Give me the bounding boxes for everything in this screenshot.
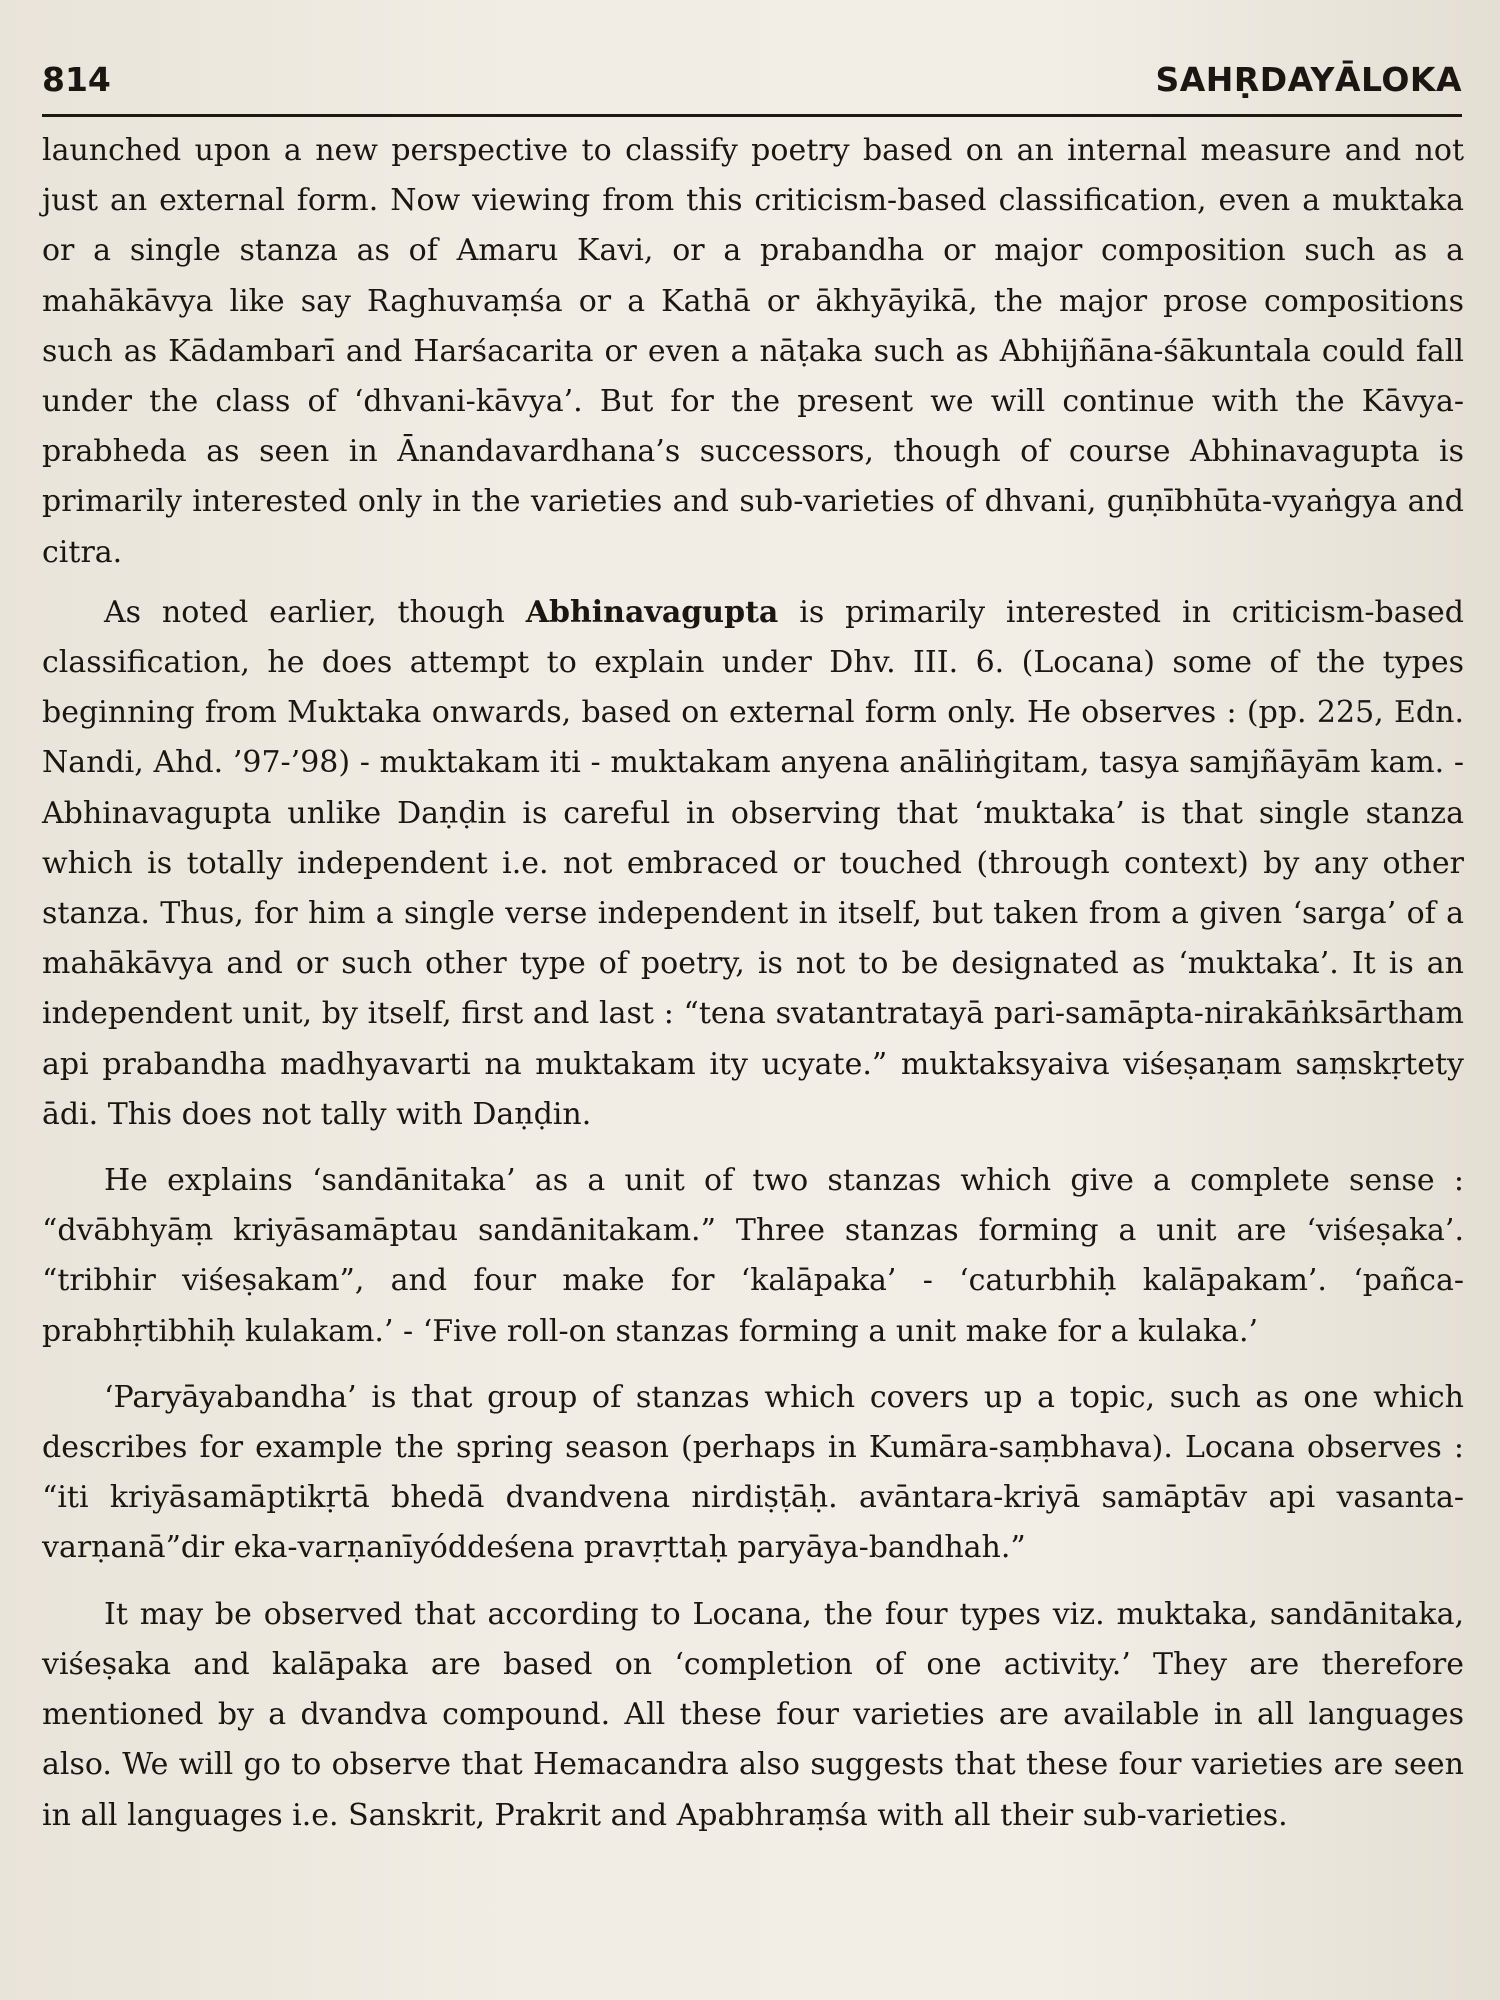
paragraph-5: It may be observed that according to Locana, the four types viz. muktaka, sandānitaka, viśeṣaka and kalāpaka are based on ‘completion of one activity.’ They are therefore mentioned by a dvandva compound. All these four varieties are available in all languages also. We will go to observe that Hemacandra also suggests that these four varieties are seen in all languages i.e. Sanskrit, Prakrit and Apabhraṃśa with all their sub-varieties.: [42, 1596, 1464, 1833]
page-number: 814: [42, 60, 111, 99]
page-header: [42, 52, 1462, 117]
paragraph-2: [42, 588, 1464, 1140]
paragraph-3: He explains ‘sandānitaka’ as a unit of two stanzas which give a complete sense : “dvābhyāṃ kriyāsamāptau sandānitakam.” Three stanzas forming a unit are ‘viśeṣaka’. “tribhir viśeṣakam”, and four make for ‘kalāpaka’ - ‘caturbhiḥ kalāpakam’. ‘pañca-prabhṛtibhiḥ kulakam.’ - ‘Five roll-on stanzas forming a unit make for a kulaka.’: [42, 1163, 1464, 1349]
paragraph-2-rest: is primarily interested in criticism-based classification, he does attempt to explain under Dhv. III. 6. (Locana) some of the types beginning from Muktaka onwards, based on external form only. He observes : (pp. 225, Edn. Nandi, Ahd. ’97-’98) - muktakam iti - muktakam anyena anāliṅgitam, tasya samjñāyām kam. - Abhinavagupta unlike Daṇḍin is careful in observing that ‘muktaka’ is that single stanza which is totally independent i.e. not embraced or touched (through context) by any other stanza. Thus, for him a single verse independent in itself, but taken from a given ‘sarga’ of a mahākāvya and or such other type of poetry, is not to be designated as ‘muktaka’. It is an independent unit, by itself, first and last : “tena svatantratayā pari-samāpta-nirakāṅksārtham api prabandha madhyavarti na muktakam ity ucyate.” muktaksyaiva viśeṣaṇam saṃskṛtety ādi. This does not tally with Daṇḍin.: [42, 594, 1464, 1132]
paragraph-2-bold-name: Abhinavagupta: [525, 594, 779, 630]
body-text: [42, 126, 1464, 1851]
paragraph-2-lead: As noted earlier, though: [104, 594, 526, 630]
paragraph-1: launched upon a new perspective to classify poetry based on an internal measure and not just an external form. Now viewing from this criticism-based classification, even a muktaka or a single stanza as of Amaru Kavi, or a prabandha or major composition such as a mahākāvya like say Raghuvaṃśa or a Kathā or ākhyāyikā, the major prose compositions such as Kādambarī and Harśacarita or even a nāṭaka such as Abhijñāna-śākuntala could fall under the class of ‘dhvani-kāvya’. But for the present we will continue with the Kāvya-prabheda as seen in Ānandavardhana’s successors, though of course Abhinavagupta is primarily interested only in the varieties and sub-varieties of dhvani, guṇībhūta-vyaṅgya and citra.: [42, 133, 1464, 570]
paragraph-4: ‘Paryāyabandha’ is that group of stanzas which covers up a topic, such as one which describes for example the spring season (perhaps in Kumāra-saṃbhava). Locana observes : “iti kriyāsamāptikṛtā bhedā dvandvena nirdiṣṭāḥ. avāntara-kriyā samāptāv api vasanta-varṇanā”dir eka-varṇanīyóddeśena pravṛttaḥ paryāya-bandhah.”: [42, 1379, 1464, 1566]
running-head-title: SAHṚDAYĀLOKA: [1155, 60, 1462, 99]
